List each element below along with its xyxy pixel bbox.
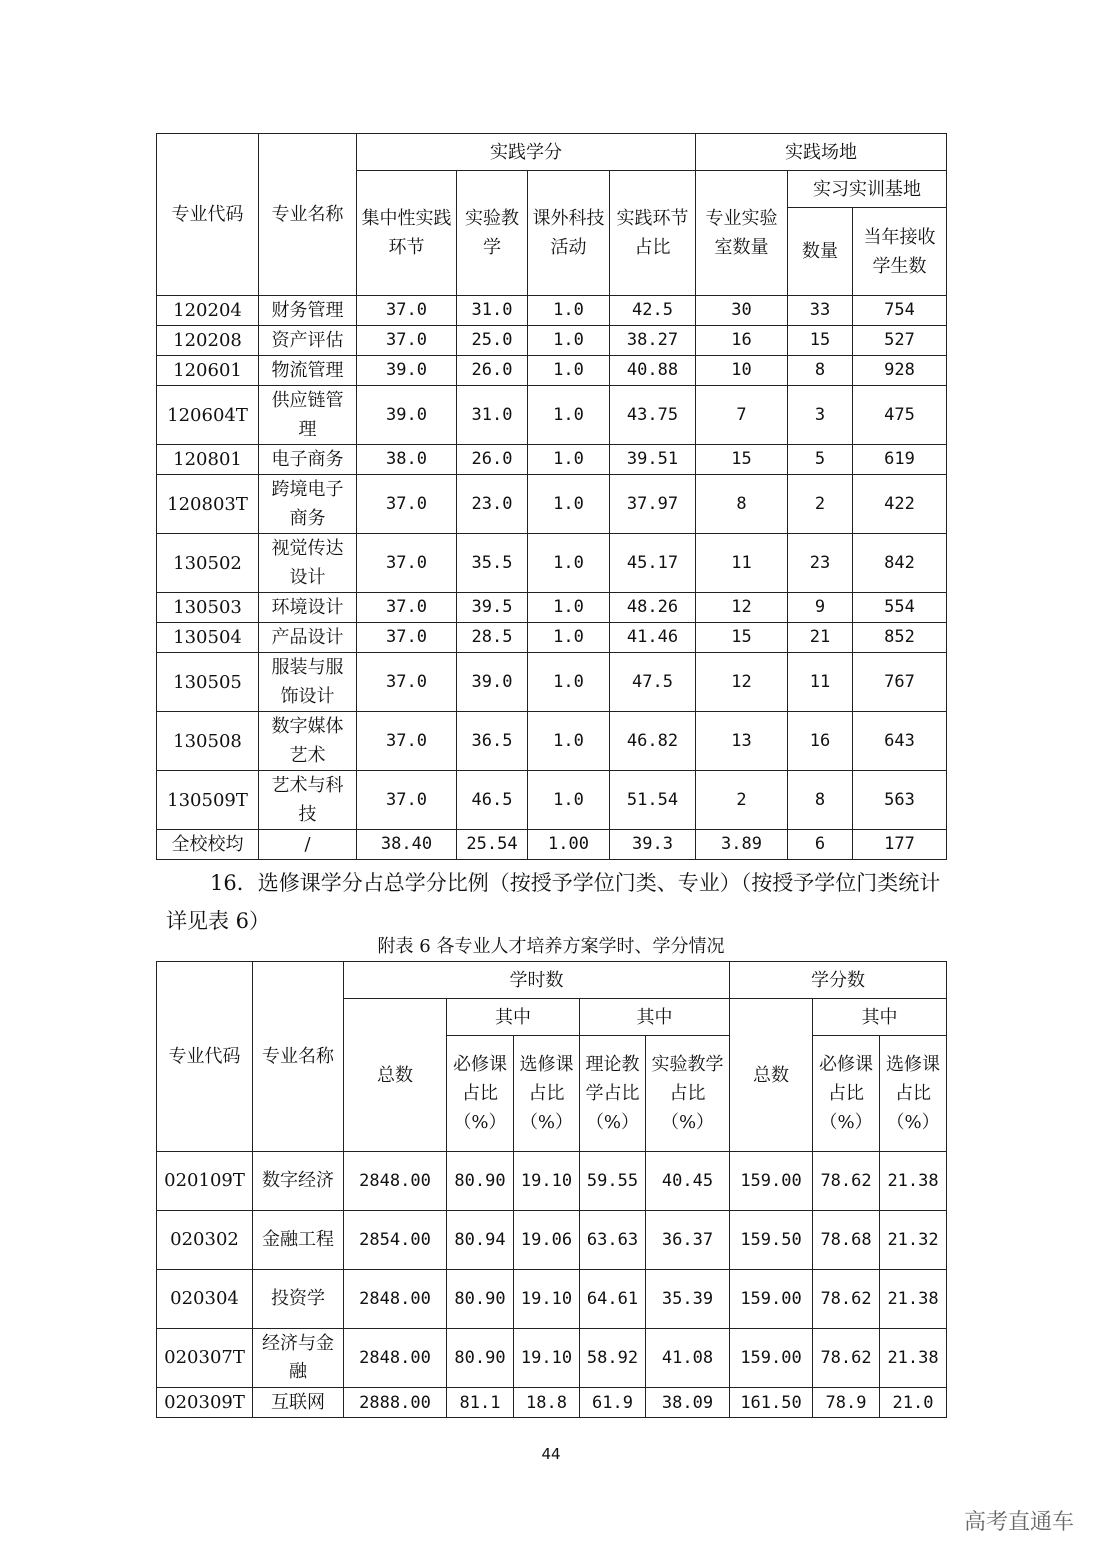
cell-labs: 15 [696,623,788,653]
cell-bases: 33 [788,296,853,326]
cell-name: 视觉传达设计 [259,534,357,593]
table-row [157,296,947,326]
cell-extra: 1.0 [528,386,610,445]
table-row [157,1270,947,1329]
cell-experiment: 31.0 [457,296,528,326]
header-code: 专业代码 [157,962,253,1152]
cell-labs: 30 [696,296,788,326]
cell-req: 80.90 [447,1329,514,1388]
cell-celec: 21.38 [880,1152,947,1211]
cell-ratio: 40.88 [610,356,696,386]
cell-lab: 38.09 [646,1388,730,1418]
cell-ratio: 48.26 [610,593,696,623]
cell-labs: 11 [696,534,788,593]
cell-ratio: 41.46 [610,623,696,653]
cell-code: 020307T [157,1329,253,1388]
header-students: 当年接收学生数 [853,208,947,296]
cell-extra: 1.0 [528,296,610,326]
cell-code: 130509T [157,771,259,830]
cell-name: 财务管理 [259,296,357,326]
header-practice-ratio: 实践环节占比 [610,171,696,296]
cell-req: 80.94 [447,1211,514,1270]
cell-name: 数字媒体艺术 [259,712,357,771]
header-theory: 理论教学占比（%） [580,1036,646,1152]
cell-code: 120208 [157,326,259,356]
cell-extra: 1.0 [528,653,610,712]
cell-experiment: 36.5 [457,712,528,771]
cell-labs: 13 [696,712,788,771]
cell-students: 475 [853,386,947,445]
cell-concentrated: 37.0 [357,712,457,771]
cell-ratio: 39.3 [610,830,696,860]
cell-name: / [259,830,357,860]
cell-name: 环境设计 [259,593,357,623]
cell-bases: 8 [788,771,853,830]
cell-bases: 5 [788,445,853,475]
cell-name: 产品设计 [259,623,357,653]
cell-code: 020309T [157,1388,253,1418]
cell-code: 020109T [157,1152,253,1211]
cell-elec: 19.10 [514,1152,580,1211]
cell-credits: 159.00 [730,1270,813,1329]
header-hours-total: 总数 [344,999,447,1152]
cell-students: 643 [853,712,947,771]
cell-elec: 18.8 [514,1388,580,1418]
cell-hours: 2888.00 [344,1388,447,1418]
cell-name: 服装与服饰设计 [259,653,357,712]
cell-labs: 12 [696,593,788,623]
cell-concentrated: 39.0 [357,386,457,445]
header-credits: 学分数 [730,962,947,999]
header-base-count: 数量 [788,208,853,296]
header-base: 实习实训基地 [788,171,947,208]
cell-lab: 36.37 [646,1211,730,1270]
cell-name: 电子商务 [259,445,357,475]
table-row [157,1211,947,1270]
cell-ratio: 46.82 [610,712,696,771]
cell-name: 经济与金融 [253,1329,344,1388]
cell-labs: 7 [696,386,788,445]
cell-experiment: 35.5 [457,534,528,593]
cell-theory: 59.55 [580,1152,646,1211]
cell-lab: 41.08 [646,1329,730,1388]
cell-ratio: 39.51 [610,445,696,475]
cell-code: 130503 [157,593,259,623]
table-row [157,830,947,860]
cell-students: 554 [853,593,947,623]
cell-concentrated: 37.0 [357,296,457,326]
cell-name: 资产评估 [259,326,357,356]
cell-name: 投资学 [253,1270,344,1329]
table-row [157,653,947,712]
cell-concentrated: 37.0 [357,534,457,593]
cell-theory: 63.63 [580,1211,646,1270]
table-row [157,475,947,534]
header-among-2: 其中 [580,999,730,1036]
cell-theory: 64.61 [580,1270,646,1329]
cell-name: 艺术与科技 [259,771,357,830]
cell-elec: 19.06 [514,1211,580,1270]
cell-creq: 78.62 [813,1329,880,1388]
cell-credits: 159.00 [730,1152,813,1211]
cell-concentrated: 37.0 [357,326,457,356]
table-row [157,445,947,475]
table-row [157,712,947,771]
cell-celec: 21.38 [880,1270,947,1329]
cell-creq: 78.9 [813,1388,880,1418]
cell-ratio: 37.97 [610,475,696,534]
header-concentrated: 集中性实践环节 [357,171,457,296]
cell-bases: 16 [788,712,853,771]
table-row [157,1388,947,1418]
cell-bases: 3 [788,386,853,445]
cell-labs: 3.89 [696,830,788,860]
cell-concentrated: 37.0 [357,653,457,712]
cell-students: 422 [853,475,947,534]
cell-req: 80.90 [447,1152,514,1211]
cell-labs: 10 [696,356,788,386]
cell-labs: 8 [696,475,788,534]
cell-extra: 1.0 [528,326,610,356]
cell-creq: 78.62 [813,1152,880,1211]
header-among-3: 其中 [813,999,947,1036]
cell-code: 120604T [157,386,259,445]
cell-labs: 12 [696,653,788,712]
header-practice-credits: 实践学分 [357,134,696,171]
header-name: 专业名称 [259,134,357,296]
cell-creq: 78.68 [813,1211,880,1270]
cell-req: 80.90 [447,1270,514,1329]
cell-theory: 61.9 [580,1388,646,1418]
cell-concentrated: 37.0 [357,623,457,653]
header-lab-count: 专业实验室数量 [696,171,788,296]
cell-celec: 21.32 [880,1211,947,1270]
cell-concentrated: 39.0 [357,356,457,386]
cell-concentrated: 37.0 [357,771,457,830]
cell-code: 020304 [157,1270,253,1329]
cell-hours: 2848.00 [344,1329,447,1388]
cell-labs: 15 [696,445,788,475]
cell-extra: 1.0 [528,771,610,830]
table-row [157,326,947,356]
header-name: 专业名称 [253,962,344,1152]
paragraph-text: 16．选修课学分占总学分比例（按授予学位门类、专业）（按授予学位门类统计详见表 6） [166,871,941,933]
cell-concentrated: 37.0 [357,593,457,623]
table-row [157,1329,947,1388]
cell-hours: 2848.00 [344,1270,447,1329]
cell-ratio: 45.17 [610,534,696,593]
cell-extra: 1.0 [528,475,610,534]
header-elective: 选修课占比（%） [514,1036,580,1152]
cell-code: 全校校均 [157,830,259,860]
cell-bases: 23 [788,534,853,593]
cell-experiment: 25.0 [457,326,528,356]
table-caption: 附表 6 各专业人才培养方案学时、学分情况 [377,936,725,957]
cell-labs: 2 [696,771,788,830]
table-row [157,593,947,623]
cell-extra: 1.0 [528,534,610,593]
cell-name: 物流管理 [259,356,357,386]
header-lab: 实验教学占比（%） [646,1036,730,1152]
practice-table-body [157,296,947,860]
cell-experiment: 26.0 [457,356,528,386]
cell-name: 互联网 [253,1388,344,1418]
cell-code: 020302 [157,1211,253,1270]
cell-code: 130505 [157,653,259,712]
cell-bases: 15 [788,326,853,356]
cell-code: 130508 [157,712,259,771]
practice-credits-table [156,133,947,860]
cell-concentrated: 37.0 [357,475,457,534]
cell-credits: 159.50 [730,1211,813,1270]
cell-hours: 2854.00 [344,1211,447,1270]
cell-bases: 8 [788,356,853,386]
table-row [157,623,947,653]
cell-students: 177 [853,830,947,860]
cell-ratio: 42.5 [610,296,696,326]
cell-code: 120801 [157,445,259,475]
cell-students: 928 [853,356,947,386]
cell-celec: 21.38 [880,1329,947,1388]
header-code: 专业代码 [157,134,259,296]
cell-ratio: 43.75 [610,386,696,445]
cell-bases: 9 [788,593,853,623]
header-credit-required: 必修课占比（%） [813,1036,880,1152]
cell-name: 金融工程 [253,1211,344,1270]
cell-name: 供应链管理 [259,386,357,445]
cell-experiment: 26.0 [457,445,528,475]
page-number: 44 [541,1445,561,1463]
header-among-1: 其中 [447,999,580,1036]
cell-bases: 11 [788,653,853,712]
header-experiment: 实验教学 [457,171,528,296]
cell-lab: 35.39 [646,1270,730,1329]
cell-students: 842 [853,534,947,593]
cell-extra: 1.0 [528,356,610,386]
header-practice-site: 实践场地 [696,134,947,171]
cell-lab: 40.45 [646,1152,730,1211]
cell-bases: 6 [788,830,853,860]
cell-experiment: 39.5 [457,593,528,623]
cell-extra: 1.0 [528,593,610,623]
cell-elec: 19.10 [514,1329,580,1388]
table-row [157,356,947,386]
cell-experiment: 39.0 [457,653,528,712]
cell-students: 852 [853,623,947,653]
table-row [157,1152,947,1211]
table-row [157,771,947,830]
cell-experiment: 46.5 [457,771,528,830]
cell-name: 数字经济 [253,1152,344,1211]
header-extracurricular: 课外科技活动 [528,171,610,296]
hours-table-body [157,1152,947,1418]
section-paragraph [166,864,946,940]
cell-extra: 1.0 [528,445,610,475]
table-row [157,386,947,445]
cell-students: 527 [853,326,947,356]
cell-extra: 1.0 [528,712,610,771]
cell-celec: 21.0 [880,1388,947,1418]
cell-concentrated: 38.40 [357,830,457,860]
header-required: 必修课占比（%） [447,1036,514,1152]
hours-credits-table [156,961,947,1418]
cell-code: 120204 [157,296,259,326]
cell-experiment: 23.0 [457,475,528,534]
cell-name: 跨境电子商务 [259,475,357,534]
cell-req: 81.1 [447,1388,514,1418]
cell-code: 130502 [157,534,259,593]
cell-students: 563 [853,771,947,830]
header-hours: 学时数 [344,962,730,999]
cell-creq: 78.62 [813,1270,880,1329]
cell-code: 120601 [157,356,259,386]
cell-theory: 58.92 [580,1329,646,1388]
cell-students: 754 [853,296,947,326]
cell-students: 619 [853,445,947,475]
cell-labs: 16 [696,326,788,356]
header-credit-elective: 选修课占比（%） [880,1036,947,1152]
cell-concentrated: 38.0 [357,445,457,475]
cell-ratio: 51.54 [610,771,696,830]
cell-ratio: 38.27 [610,326,696,356]
header-credits-total: 总数 [730,999,813,1152]
cell-hours: 2848.00 [344,1152,447,1211]
cell-code: 120803T [157,475,259,534]
cell-credits: 161.50 [730,1388,813,1418]
cell-code: 130504 [157,623,259,653]
cell-students: 767 [853,653,947,712]
cell-experiment: 28.5 [457,623,528,653]
table-row [157,534,947,593]
cell-ratio: 47.5 [610,653,696,712]
cell-bases: 21 [788,623,853,653]
cell-experiment: 25.54 [457,830,528,860]
cell-experiment: 31.0 [457,386,528,445]
watermark: 高考直通车 [963,1510,1074,1535]
cell-extra: 1.0 [528,623,610,653]
cell-elec: 19.10 [514,1270,580,1329]
cell-extra: 1.00 [528,830,610,860]
cell-bases: 2 [788,475,853,534]
cell-credits: 159.00 [730,1329,813,1388]
